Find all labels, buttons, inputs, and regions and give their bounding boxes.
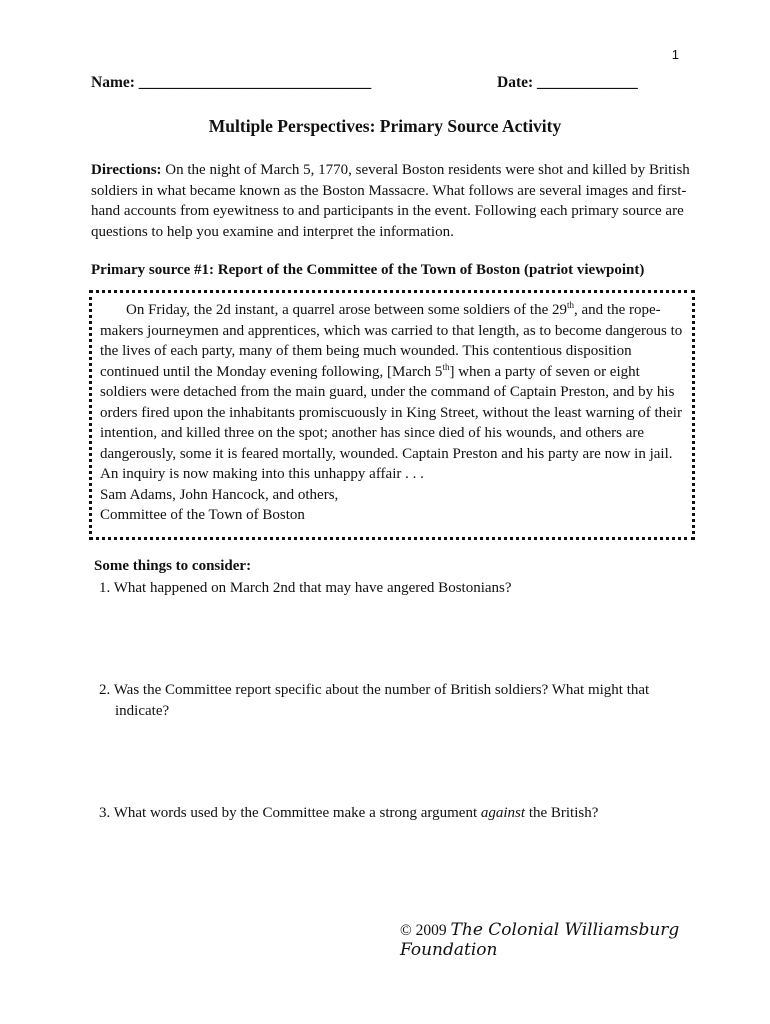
directions-paragraph: [91, 160, 691, 242]
question-1-number: 1.: [99, 580, 111, 596]
question-3-text-end: the British?: [525, 805, 599, 821]
date-field-label: Date: _____________: [497, 74, 638, 91]
foundation-logo-text: The Colonial Williamsburg Foundation: [400, 920, 680, 960]
question-2: [99, 680, 689, 721]
directions-text: On the night of March 5, 1770, several Boston residents were shot and killed by British soldiers in what became known as the Boston Massacre. What follows are several images and first-hand accounts from eyewitness to and participants in the event. Following each primary source are questions to help you examine and interpret the information.: [91, 162, 690, 240]
question-3-emphasis: against: [480, 805, 526, 821]
question-3-text: What words used by the Committee make a strong argument: [110, 805, 481, 821]
source-1-text: [100, 300, 684, 485]
question-2-text-continued: indicate?: [115, 702, 170, 719]
question-2-text: Was the Committee report specific about the number of British soldiers? What might that: [110, 682, 650, 698]
question-1-text: What happened on March 2nd that may have angered Bostonians?: [110, 580, 512, 596]
source-1-signature-line-1: Sam Adams, John Hancock, and others,: [100, 486, 339, 503]
directions-label: Directions:: [91, 162, 162, 178]
question-3-number: 3.: [99, 805, 111, 821]
ordinal-suffix: th: [567, 300, 575, 310]
question-3: [99, 803, 689, 824]
question-1: [99, 578, 689, 599]
source-1-text-part: , and the rope-makers journeymen and apprentices, which was carried to that length, as to become dangerous to the lives of each party, many of them being much wounded. This contentious disposition continued until the Monday evening following, [March 5: [100, 302, 683, 380]
name-field-label: Name: ______________________________: [91, 74, 372, 91]
consider-heading: Some things to consider:: [94, 558, 252, 574]
source-1-box: [89, 290, 695, 540]
ordinal-suffix: th: [442, 361, 450, 372]
page-number: 1: [671, 47, 679, 62]
source-1-text-part: On Friday, the 2d instant, a quarrel arose between some soldiers of the 29: [126, 302, 567, 318]
question-2-number: 2.: [99, 682, 111, 698]
copyright-footer: [400, 920, 770, 960]
source-1-heading: Primary source #1: Report of the Committee of the Town of Boston (patriot viewpoint): [91, 262, 645, 278]
page-title: Multiple Perspectives: Primary Source Activity: [208, 116, 562, 136]
copyright-text: © 2009: [400, 922, 451, 939]
source-1-text-part: ] when a party of seven or eight soldiers were detached from the main guard, under the command of Captain Preston, and by his orders fired upon the inhabitants promiscuously in King Street, without the least warning of their intention, and killed three on the spot; another has since died of his wounds, and others are dangerously, some it is feared mortally, wounded. Captain Preston and his party are now in jail. An inquiry is now making into this unhappy affair . . .: [100, 363, 682, 482]
source-1-signature-line-2: Committee of the Town of Boston: [100, 507, 305, 523]
